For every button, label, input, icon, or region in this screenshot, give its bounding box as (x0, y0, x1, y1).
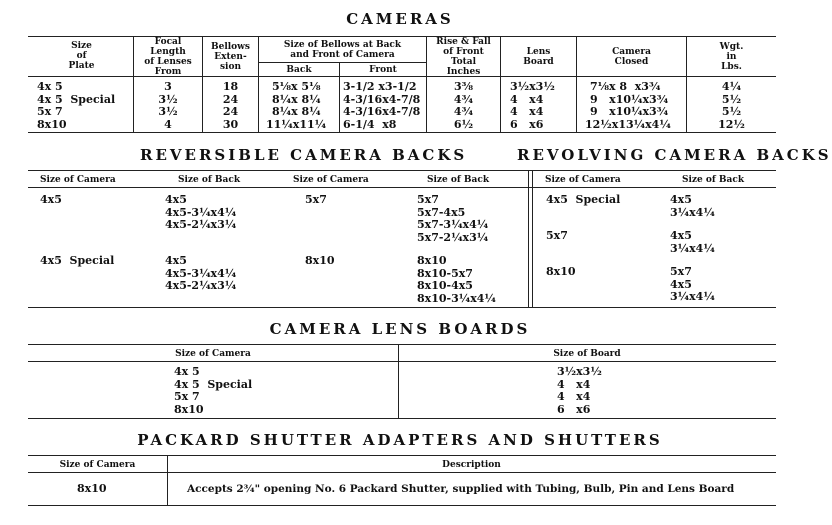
cameras-rows (0, 81, 800, 131)
table-row (0, 119, 800, 132)
lb-header-camera: Size of Camera (175, 349, 251, 359)
table-row (0, 81, 800, 94)
cell-focal: 3½ (158, 92, 178, 106)
cell-focal: 4 (164, 117, 172, 131)
cameras-title: CAMERAS (346, 10, 454, 28)
cell-weight: 4¼ (721, 80, 742, 93)
cell-back: 11¼x11¼ (266, 117, 327, 131)
rev-camera-5x7: 5x7 (305, 193, 327, 206)
rvl-camera-4x5-special: 4x5 Special (546, 193, 621, 206)
header-front: Front (369, 65, 397, 75)
header-camera-closed: Camera Closed (612, 47, 651, 67)
cell-bellows: 18 (222, 80, 239, 93)
cell-front: 4-3/16x4-7/8 (343, 105, 421, 118)
rev-header-camera-1: Size of Camera (40, 175, 116, 185)
header-weight: Wgt. in Lbs. (719, 42, 744, 72)
pk-header-description: Description (442, 460, 501, 470)
header-focal-length: Focal Length of Lenses From (144, 37, 192, 77)
rev-camera-4x5: 4x5 (40, 193, 62, 206)
revolving-title: REVOLVING CAMERA BACKS (517, 146, 832, 164)
cell-bellows: 24 (222, 92, 239, 106)
cell-weight: 5½ (721, 92, 742, 106)
cell-lens: 6 x6 (510, 117, 544, 131)
cell-closed: 12½x13¼x4¼ (585, 117, 671, 131)
header-lens-board: Lens Board (523, 47, 554, 67)
lb-boards: 3½x3½ 4 x4 4 x4 6 x6 (557, 365, 602, 416)
rvl-backs-5x7: 4x5 3¼x4¼ (670, 229, 715, 255)
rev-header-camera-2: Size of Camera (293, 175, 369, 185)
cell-lens: 4 x4 (510, 92, 544, 106)
reversible-title: REVERSIBLE CAMERA BACKS (140, 146, 468, 164)
cell-size: 5x 7 (37, 105, 63, 118)
cell-weight: 12½ (718, 117, 745, 131)
cell-weight: 5½ (721, 105, 742, 118)
header-size-of-plate: Size of Plate (68, 41, 95, 71)
cell-bellows: 30 (222, 117, 239, 131)
cell-rise: 6½ (453, 117, 474, 131)
cell-rise: 4¾ (453, 105, 474, 118)
cell-bellows: 24 (222, 105, 239, 118)
rvl-header-camera: Size of Camera (545, 175, 621, 185)
cell-back: 5⅛x 5⅛ (272, 80, 321, 93)
rev-backs-8x10: 8x10 8x10-5x7 8x10-4x5 8x10-3¼x4¼ (417, 254, 496, 305)
cell-closed: 9 x10¼x3¾ (590, 105, 669, 118)
cell-focal: 3 (164, 80, 172, 93)
header-rise-fall: Rise & Fall of Front Total Inches (436, 37, 491, 77)
cell-size: 4x 5 Special (37, 92, 116, 106)
rvl-backs-8x10: 5x7 4x5 3¼x4¼ (670, 265, 715, 303)
cell-size: 8x10 (37, 117, 67, 131)
lensboards-title: CAMERA LENS BOARDS (269, 320, 531, 338)
pk-description: Accepts 2¾" opening No. 6 Packard Shutter, supplied with Tubing, Bulb, Pin and Lens Board (187, 483, 735, 495)
header-size-of-bellows: Size of Bellows at Back and Front of Camera (283, 40, 402, 60)
cell-front: 3-1/2 x3-1/2 (343, 80, 417, 93)
rev-header-back-1: Size of Back (178, 175, 241, 185)
lb-cameras: 4x 5 4x 5 Special 5x 7 8x10 (174, 365, 253, 416)
cell-back: 8¼x 8¼ (272, 105, 321, 118)
cell-closed: 7⅛x 8 x3¾ (590, 80, 661, 93)
rvl-header-back: Size of Back (682, 175, 745, 185)
lb-header-board: Size of Board (553, 349, 621, 359)
rev-backs-5x7: 5x7 5x7-4x5 5x7-3¼x4¼ 5x7-2¼x3¼ (417, 193, 489, 244)
cell-back: 8¼x 8¼ (272, 92, 321, 106)
rev-header-back-2: Size of Back (427, 175, 490, 185)
rev-backs-4x5-special: 4x5 4x5-3¼x4¼ 4x5-2¼x3¼ (165, 254, 237, 292)
pk-camera: 8x10 (77, 482, 107, 495)
pk-header-camera: Size of Camera (59, 460, 136, 470)
rev-backs-4x5: 4x5 4x5-3¼x4¼ 4x5-2¼x3¼ (165, 193, 237, 231)
header-back: Back (286, 65, 312, 75)
packard-title: PACKARD SHUTTER ADAPTERS AND SHUTTERS (137, 431, 663, 449)
cell-size: 4x 5 (37, 80, 63, 93)
cell-front: 4-3/16x4-7/8 (343, 92, 421, 106)
rvl-camera-8x10: 8x10 (546, 265, 576, 278)
rvl-camera-5x7: 5x7 (546, 229, 568, 242)
cell-lens: 4 x4 (510, 105, 544, 118)
rev-camera-4x5-special: 4x5 Special (40, 254, 115, 267)
cell-lens: 3½x3½ (510, 80, 555, 93)
header-bellows-extension: Bellows Exten- sion (211, 42, 250, 72)
rvl-backs-4x5-special: 4x5 3¼x4¼ (670, 193, 715, 219)
rev-camera-8x10: 8x10 (305, 254, 335, 267)
table-row (0, 106, 800, 119)
cell-rise: 4¾ (453, 92, 474, 106)
cell-rise: 3⅜ (453, 80, 474, 93)
cell-closed: 9 x10¼x3¾ (590, 92, 669, 106)
cell-front: 6-1/4 x8 (343, 117, 397, 131)
cell-focal: 3½ (158, 105, 178, 118)
